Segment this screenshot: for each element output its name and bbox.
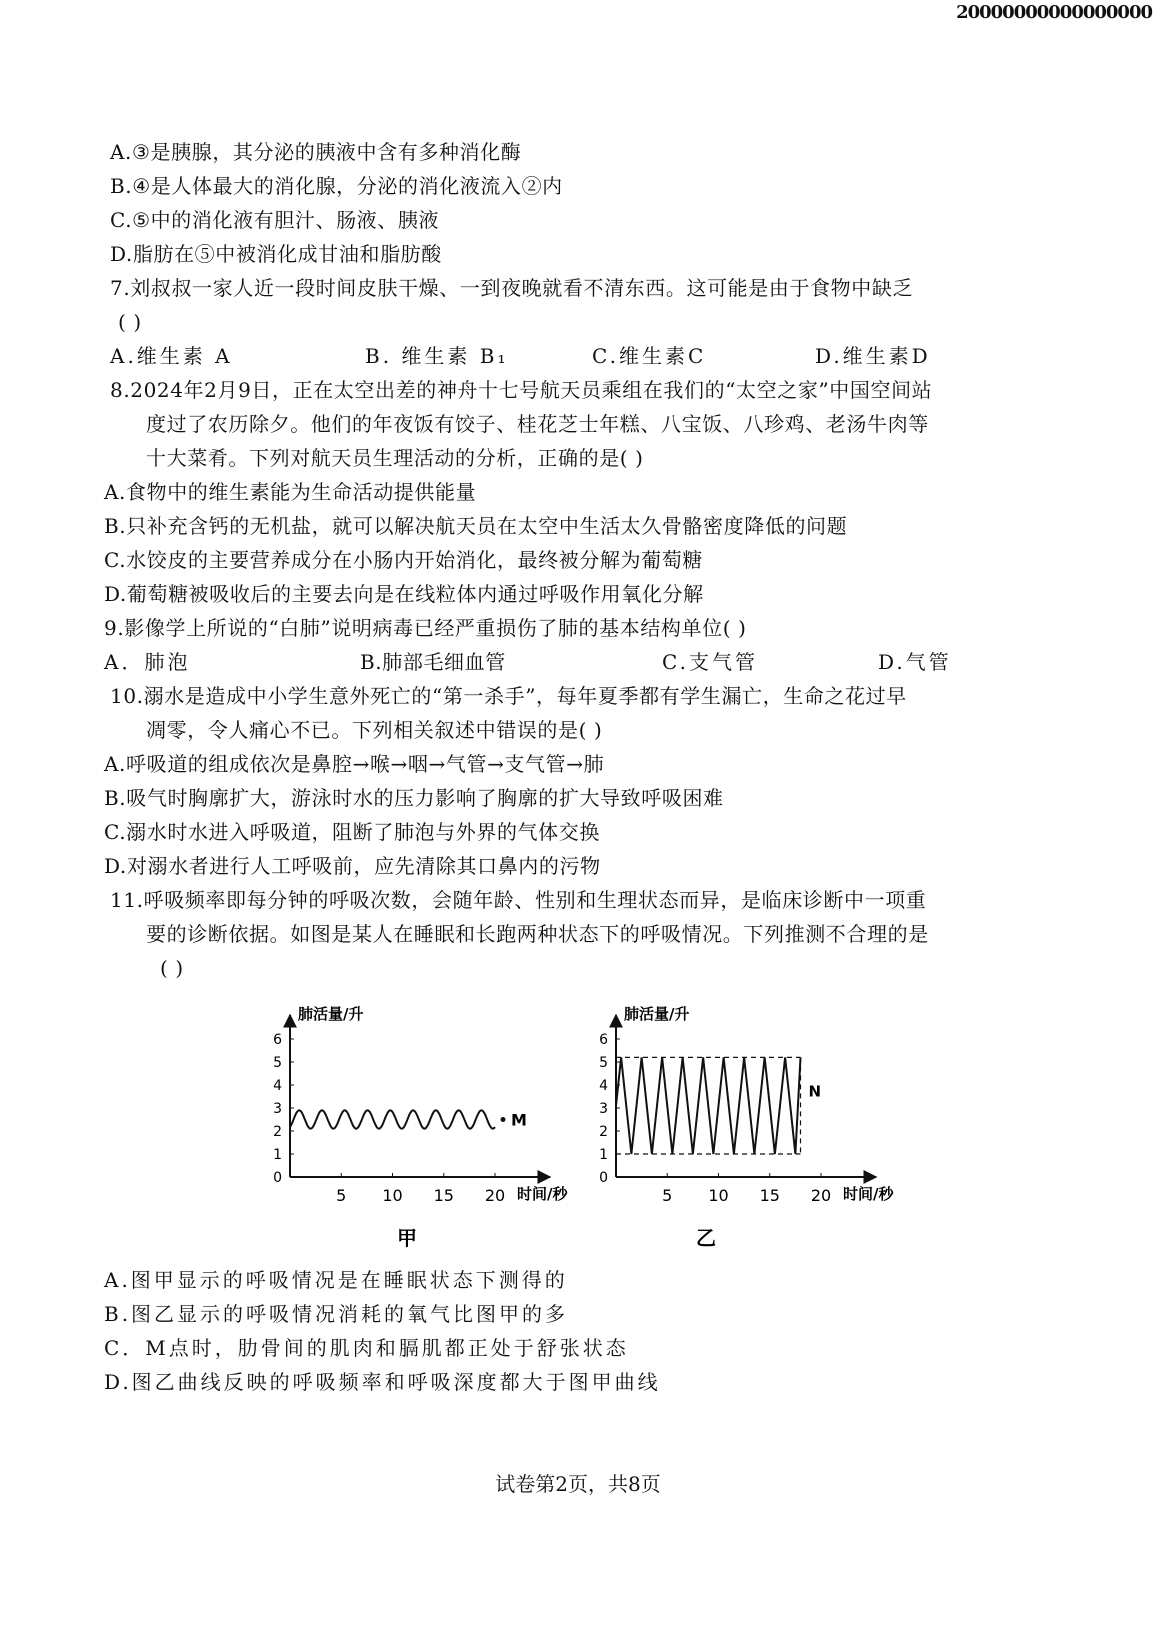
q9-option-c: C.支气管 xyxy=(662,650,758,674)
q11-stem-line2: 要的诊断依据。如图是某人在睡眠和长跑两种状态下的呼吸情况。下列推测不合理的是 xyxy=(146,922,929,946)
q7-option-d: D.维生素D xyxy=(815,344,931,368)
q6-option-b: B.④是人体最大的消化腺，分泌的消化液流入②内 xyxy=(110,174,563,198)
chart-yi xyxy=(599,1005,894,1250)
y-tick-label: 3 xyxy=(599,1101,608,1117)
q10-stem-line2: 凋零，令人痛心不已。下列相关叙述中错误的是( ) xyxy=(146,718,603,742)
y-axis-label: 肺活量/升 xyxy=(624,1005,690,1023)
x-tick-label: 20 xyxy=(810,1186,832,1205)
page-footer: 试卷第2页，共8页 xyxy=(495,1472,661,1496)
x-tick-label: 5 xyxy=(336,1186,347,1205)
q8-stem-line2: 度过了农历除夕。他们的年夜饭有饺子、桂花芝士年糕、八宝饭、八珍鸡、老汤牛肉等 xyxy=(146,412,929,436)
y-tick-label: 0 xyxy=(599,1170,608,1186)
q10-option-c: C.溺水时水进入呼吸道，阻断了肺泡与外界的气体交换 xyxy=(104,820,600,844)
series-line xyxy=(290,1110,495,1128)
q9-stem: 9.影像学上所说的“白肺”说明病毒已经严重损伤了肺的基本结构单位( ) xyxy=(104,616,747,640)
q10-stem-line1: 10.溺水是造成中小学生意外死亡的“第一杀手”，每年夏季都有学生漏亡，生命之花过早 xyxy=(110,684,907,708)
y-tick-label: 6 xyxy=(599,1032,608,1048)
q11-answer-paren: ( ) xyxy=(160,956,184,980)
x-tick-label: 10 xyxy=(708,1186,729,1205)
y-tick-label: 4 xyxy=(599,1078,608,1094)
y-tick-label: 3 xyxy=(273,1101,282,1117)
chart-jia xyxy=(273,1005,568,1250)
q8-option-a: A.食物中的维生素能为生命活动提供能量 xyxy=(104,480,477,504)
y-axis-label: 肺活量/升 xyxy=(298,1005,364,1023)
y-tick-label: 0 xyxy=(273,1170,282,1186)
q11-stem-line1: 11.呼吸频率即每分钟的呼吸次数，会随年龄、性别和生理状态而异，是临床诊断中一项重 xyxy=(110,888,927,912)
q7-stem: 7.刘叔叔一家人近一段时间皮肤干燥、一到夜晚就看不清东西。这可能是由于食物中缺乏 xyxy=(110,276,914,300)
annotation-label: M xyxy=(511,1110,527,1130)
q8-stem-line3: 十大菜肴。下列对航天员生理活动的分析，正确的是( ) xyxy=(146,446,644,470)
respiration-charts xyxy=(270,1005,950,1302)
q9-option-a: A．肺泡 xyxy=(104,650,191,674)
q8-option-c: C.水饺皮的主要营养成分在小肠内开始消化，最终被分解为葡萄糖 xyxy=(104,548,703,572)
x-tick-label: 5 xyxy=(662,1186,673,1205)
q11-option-b: B.图乙显示的呼吸情况消耗的氧气比图甲的多 xyxy=(104,1302,569,1326)
q10-option-a: A.呼吸道的组成依次是鼻腔→喉→咽→气管→支气管→肺 xyxy=(104,752,605,776)
q8-stem-line1: 8.2024年2月9日，正在太空出差的神舟十七号航天员乘组在我们的“太空之家”中国空间站 xyxy=(110,378,933,402)
q8-option-d: D.葡萄糖被吸收后的主要去向是在线粒体内通过呼吸作用氧化分解 xyxy=(104,582,704,606)
x-axis-label: 时间/秒 xyxy=(517,1185,568,1203)
q7-option-b: B. 维生素 B₁ xyxy=(365,344,509,368)
y-tick-label: 1 xyxy=(273,1147,282,1163)
y-tick-label: 5 xyxy=(273,1055,282,1071)
annotation-label: N xyxy=(808,1082,822,1101)
x-tick-label: 20 xyxy=(484,1186,506,1205)
q7-option-a: A.维生素 A xyxy=(110,344,233,368)
q11-option-d: D.图乙曲线反映的呼吸频率和呼吸深度都大于图甲曲线 xyxy=(104,1370,661,1394)
q7-option-c: C.维生素C xyxy=(592,344,707,368)
series-line xyxy=(616,1057,801,1154)
q10-option-d: D.对溺水者进行人工呼吸前，应先清除其口鼻内的污物 xyxy=(104,854,601,878)
y-tick-label: 2 xyxy=(599,1124,608,1140)
q9-option-b: B.肺部毛细血管 xyxy=(360,650,506,674)
chart-caption: 乙 xyxy=(696,1226,716,1250)
x-tick-label: 15 xyxy=(433,1186,454,1205)
corner-code: 20000000000000000 xyxy=(956,2,1152,23)
q11-option-a: A.图甲显示的呼吸情况是在睡眠状态下测得的 xyxy=(104,1268,568,1292)
x-tick-label: 15 xyxy=(759,1186,780,1205)
y-tick-label: 2 xyxy=(273,1124,282,1140)
q7-answer-paren: ( ) xyxy=(118,310,142,334)
q6-option-d: D.脂肪在⑤中被消化成甘油和脂肪酸 xyxy=(110,242,442,266)
x-tick-label: 10 xyxy=(382,1186,403,1205)
y-tick-label: 6 xyxy=(273,1032,282,1048)
y-tick-label: 1 xyxy=(599,1147,608,1163)
q8-option-b: B.只补充含钙的无机盐，就可以解决航天员在太空中生活太久骨骼密度降低的问题 xyxy=(104,514,848,538)
chart-caption: 甲 xyxy=(397,1226,417,1250)
x-axis-label: 时间/秒 xyxy=(843,1185,894,1203)
q9-option-d: D.气管 xyxy=(878,650,952,674)
y-tick-label: 4 xyxy=(273,1078,282,1094)
annotation-point xyxy=(501,1117,506,1122)
q6-option-c: C.⑤中的消化液有胆汁、肠液、胰液 xyxy=(110,208,440,232)
q10-option-b: B.吸气时胸廓扩大，游泳时水的压力影响了胸廓的扩大导致呼吸困难 xyxy=(104,786,724,810)
q11-option-c: C．M点时，肋骨间的肌肉和膈肌都正处于舒张状态 xyxy=(104,1336,629,1360)
y-tick-label: 5 xyxy=(599,1055,608,1071)
q6-option-a: A.③是胰腺，其分泌的胰液中含有多种消化酶 xyxy=(110,140,522,164)
